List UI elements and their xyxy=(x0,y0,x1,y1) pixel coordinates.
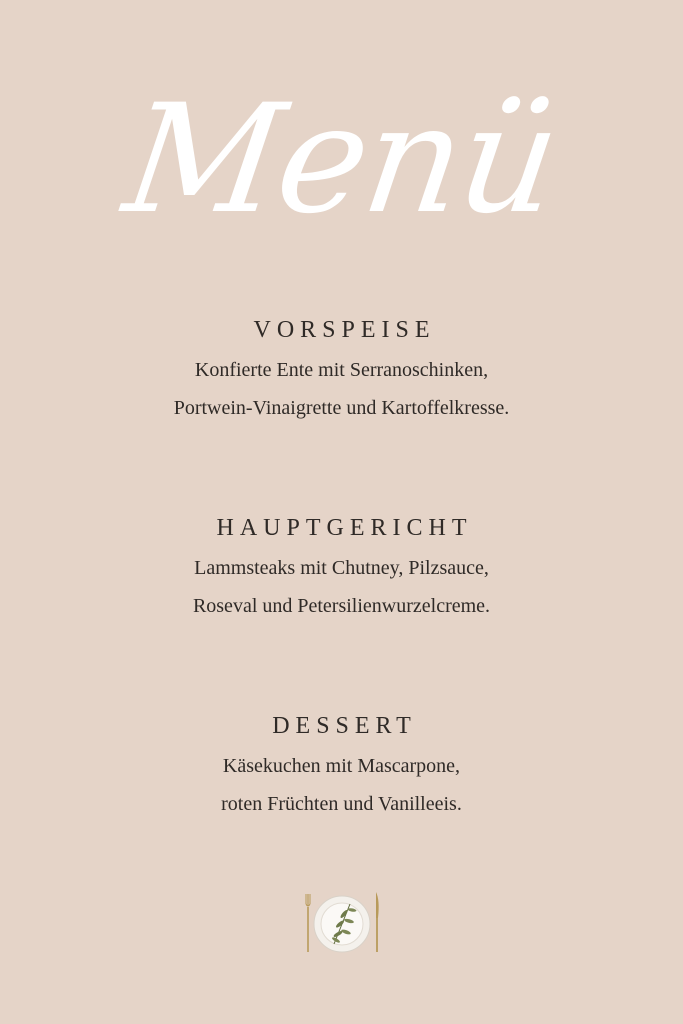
course-heading: VORSPEISE xyxy=(253,317,436,343)
course-description-line: roten Früchten und Vanilleeis. xyxy=(221,793,462,815)
course-description-line: Konfierte Ente mit Serranoschinken, xyxy=(194,359,489,381)
course-description-line: Käsekuchen mit Mascarpone, xyxy=(222,755,461,777)
course-description-line: Portwein-Vinaigrette und Kartoffelkresse. xyxy=(173,397,510,419)
course-heading: DESSERT xyxy=(272,713,417,739)
knife-icon xyxy=(376,892,379,952)
fork-icon xyxy=(306,894,310,952)
course-starter xyxy=(0,315,683,427)
course-dessert xyxy=(0,711,683,823)
course-description-line: Roseval und Petersilienwurzelcreme. xyxy=(192,595,491,617)
course-heading: HAUPTGERICHT xyxy=(216,515,473,541)
course-main xyxy=(0,513,683,625)
course-description-line: Lammsteaks mit Chutney, Pilzsauce, xyxy=(194,557,489,579)
menu-title: Menü xyxy=(115,73,568,247)
plate-fork-knife-olive-icon xyxy=(300,888,384,958)
